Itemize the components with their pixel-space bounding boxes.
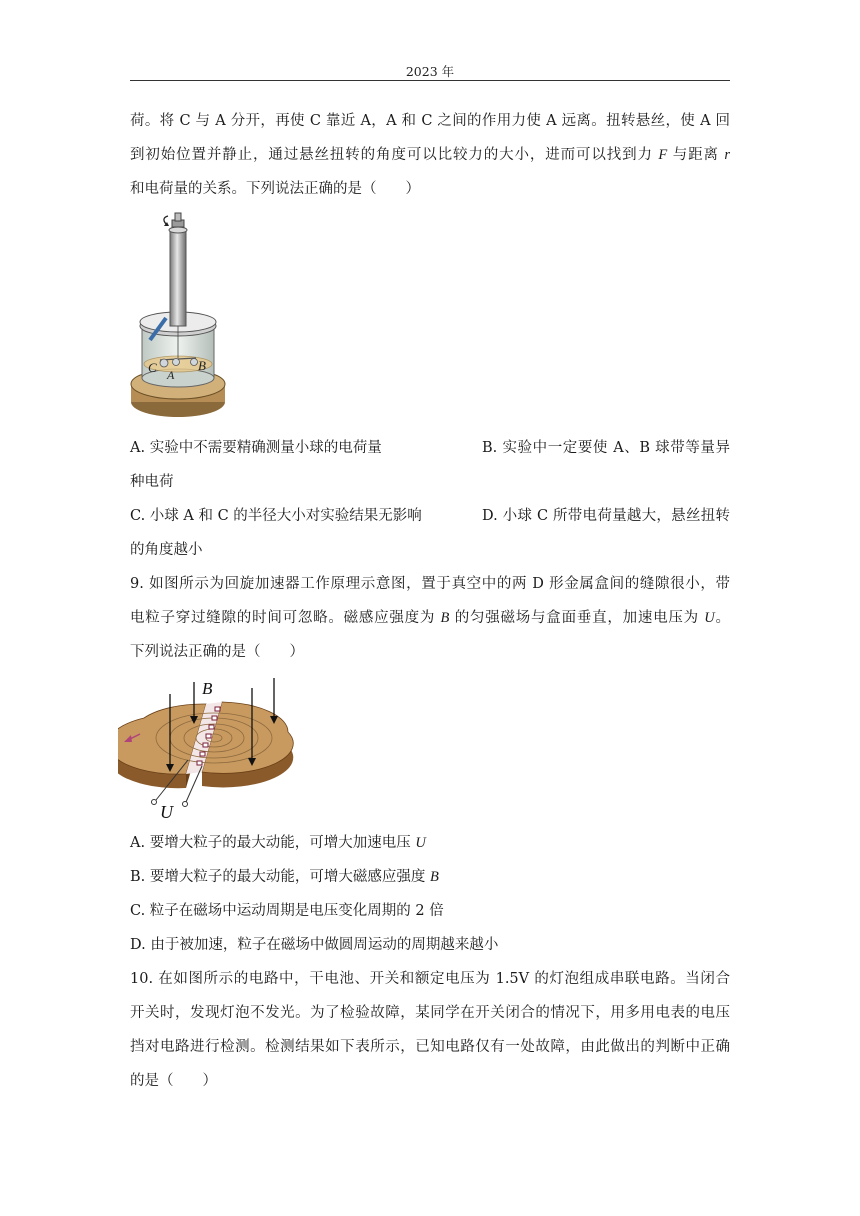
- voltage-u-label: U: [160, 802, 173, 822]
- var-magnetic-field: B: [429, 869, 439, 885]
- q9-option-b-text: B. 要增大粒子的最大动能，可增大磁感应强度: [130, 869, 430, 885]
- q8-option-d-cont: 的角度越小: [130, 542, 203, 558]
- q9-option-b: [130, 867, 439, 887]
- ball-b-label: B: [198, 358, 206, 373]
- q9-stem-text: 。: [714, 610, 731, 626]
- q9-stem-line-1: 9. 如图所示为回旋加速器工作原理示意图，置于真空中的两 D 形金属盒间的缝隙很小，带: [130, 576, 730, 592]
- q8-option-b: B. 实验中一定要使 A、B 球带等量异: [482, 440, 730, 456]
- q8-option-c: C. 小球 A 和 C 的半径大小对实验结果无影响: [130, 508, 422, 524]
- ball-a-label: A: [167, 368, 175, 382]
- q9-stem-text: 的匀强磁场与盒面垂直，加速电压为: [449, 610, 705, 626]
- var-voltage: U: [415, 835, 426, 851]
- header-divider: [130, 80, 730, 81]
- q10-stem-line-4: 的是（ ）: [130, 1073, 217, 1089]
- var-distance: r: [724, 147, 731, 163]
- field-b-label: B: [202, 679, 213, 698]
- q9-option-a-text: A. 要增大粒子的最大动能，可增大加速电压: [130, 835, 416, 851]
- torsion-balance-figure: [128, 212, 238, 424]
- q8-option-a: A. 实验中不需要精确测量小球的电荷量: [130, 440, 382, 456]
- q9-option-a: [130, 833, 426, 853]
- q9-stem-line-2: [130, 608, 730, 628]
- q9-option-d: D. 由于被加速，粒子在磁场中做圆周运动的周期越来越小: [130, 937, 499, 953]
- q8-stem-line-1: 荷。将 C 与 A 分开，再使 C 靠近 A，A 和 C 之间的作用力使 A 远离。扭转悬丝，使 A 回: [130, 113, 730, 129]
- ball-c-label: C: [148, 360, 157, 375]
- var-force: F: [658, 147, 668, 163]
- q9-stem-text: 电粒子穿过缝隙的时间可忽略。磁感应强度为: [130, 610, 441, 626]
- q9-option-c: C. 粒子在磁场中运动周期是电压变化周期的 2 倍: [130, 903, 444, 919]
- q10-stem-line-2: 开关时，发现灯泡不发光。为了检验故障，某同学在开关闭合的情况下，用多用电表的电压: [130, 1005, 730, 1021]
- page-header-year: 2023 年: [405, 64, 455, 79]
- q8-stem-text: 与距离: [667, 147, 725, 163]
- q8-stem-line-2: [130, 145, 730, 165]
- q8-stem-line-3: 和电荷量的关系。下列说法正确的是（ ）: [130, 181, 420, 197]
- q9-stem-line-3: 下列说法正确的是（ ）: [130, 644, 304, 660]
- var-magnetic-field: B: [440, 610, 450, 626]
- var-voltage: U: [704, 610, 715, 626]
- q8-option-d: D. 小球 C 所带电荷量越大，悬丝扭转: [482, 508, 730, 524]
- q10-stem-line-3: 挡对电路进行检测。检测结果如下表所示，已知电路仅有一处故障，由此做出的判断中正确: [130, 1039, 730, 1055]
- q8-option-b-cont: 种电荷: [130, 474, 174, 490]
- cyclotron-figure: [118, 674, 304, 822]
- q8-stem-text: 到初始位置并静止，通过悬丝扭转的角度可以比较力的大小，进而可以找到力: [130, 147, 659, 163]
- q10-stem-line-1: 10. 在如图所示的电路中，干电池、开关和额定电压为 1.5V 的灯泡组成串联电路。当闭合: [130, 971, 730, 987]
